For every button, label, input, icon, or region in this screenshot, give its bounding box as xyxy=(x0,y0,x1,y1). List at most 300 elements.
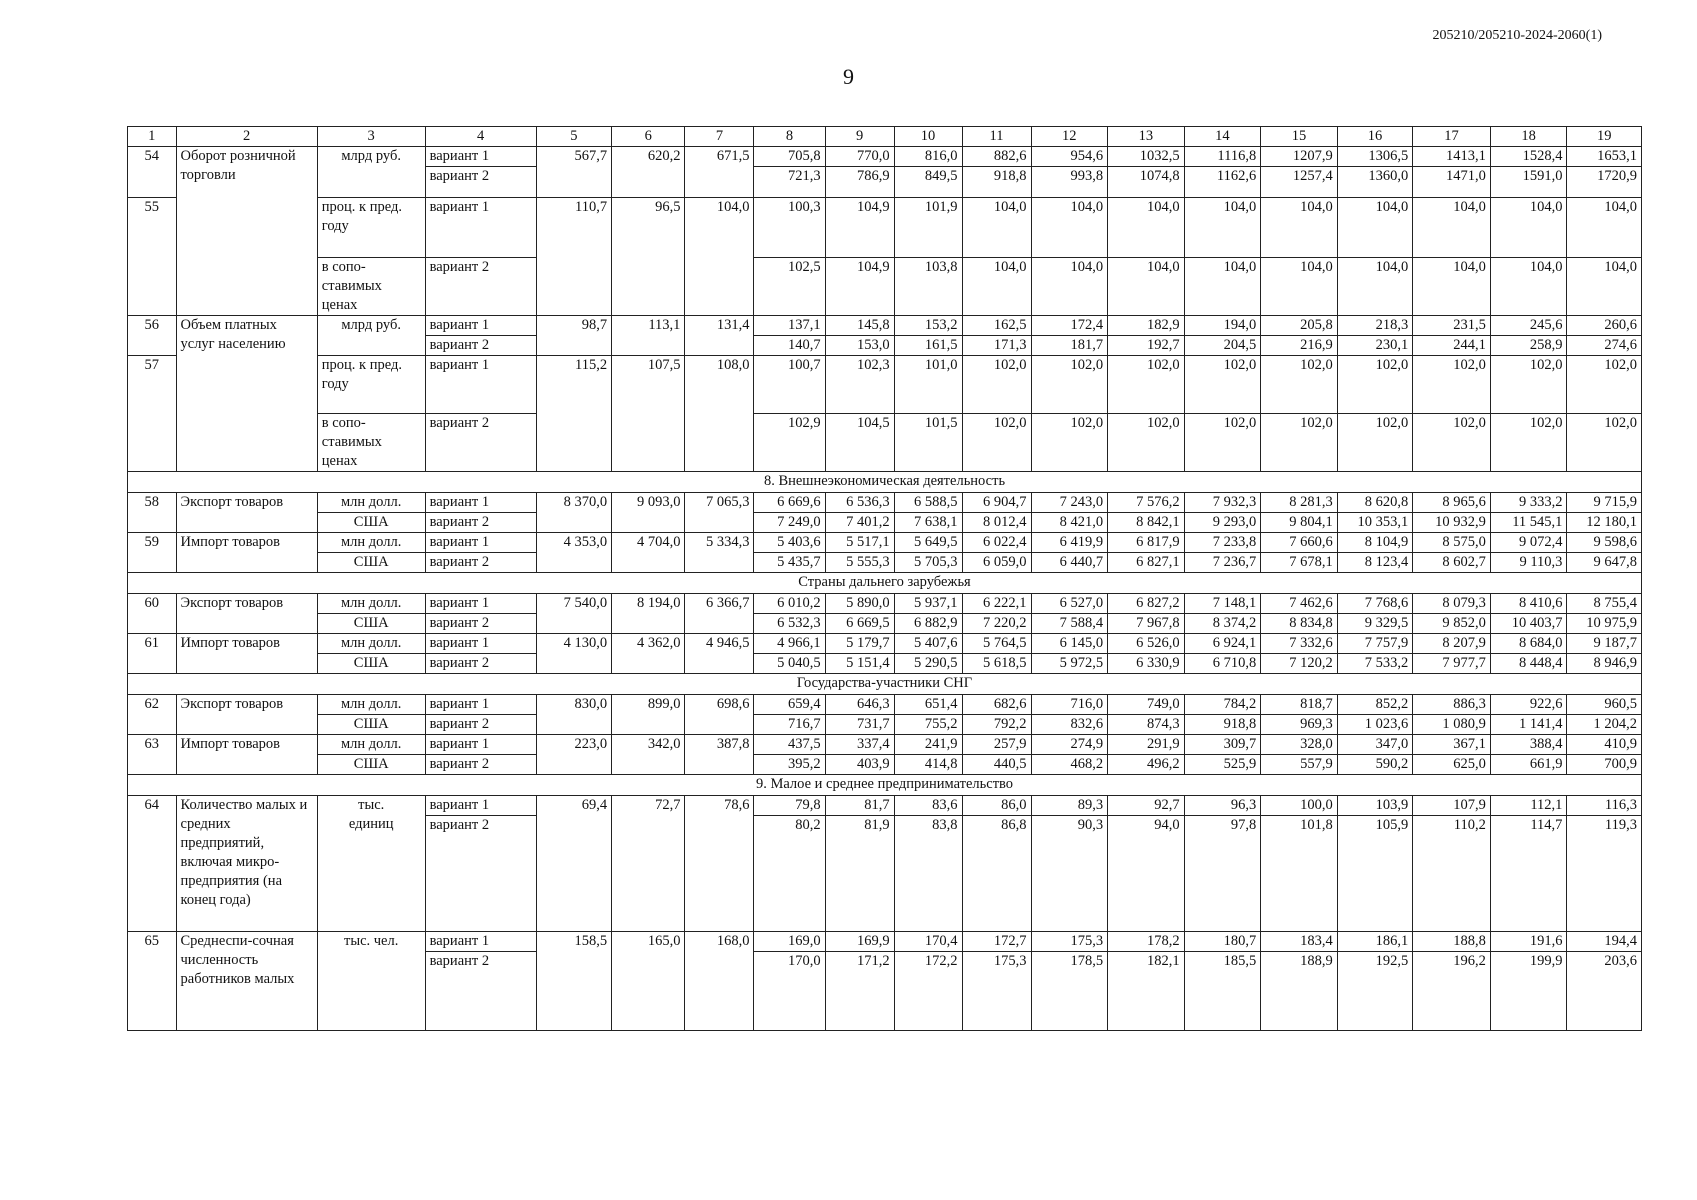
value-cell: 104,0 xyxy=(1337,258,1412,316)
row-number: 64 xyxy=(128,796,177,932)
value-cell: 6 669,6 xyxy=(754,493,825,513)
value-cell: 567,7 xyxy=(536,147,611,198)
table-row xyxy=(128,147,1642,167)
value-cell: 8 620,8 xyxy=(1337,493,1412,513)
value-cell: 131,4 xyxy=(685,316,754,356)
value-cell: 659,4 xyxy=(754,695,825,715)
variant-label: вариант 2 xyxy=(425,258,536,316)
header-cell: 18 xyxy=(1490,127,1567,147)
value-cell: 188,9 xyxy=(1261,952,1338,1031)
value-cell: 9 072,4 xyxy=(1490,533,1567,553)
section-heading: 9. Малое и среднее предпринимательство xyxy=(128,775,1642,796)
value-cell: 86,8 xyxy=(962,816,1031,932)
value-cell: 102,0 xyxy=(1490,356,1567,414)
value-cell: 7 065,3 xyxy=(685,493,754,533)
value-cell: 8 207,9 xyxy=(1413,634,1491,654)
value-cell: 6 527,0 xyxy=(1031,594,1108,614)
row-number: 60 xyxy=(128,594,177,634)
table-row xyxy=(128,735,1642,755)
value-cell: 403,9 xyxy=(825,755,894,775)
value-cell: 651,4 xyxy=(894,695,962,715)
value-cell: 899,0 xyxy=(612,695,685,735)
value-cell: 10 932,9 xyxy=(1413,513,1491,533)
variant-label: вариант 2 xyxy=(425,654,536,674)
value-cell: 9 647,8 xyxy=(1567,553,1642,573)
table-row xyxy=(128,533,1642,553)
value-cell: 96,3 xyxy=(1184,796,1261,816)
value-cell: 5 705,3 xyxy=(894,553,962,573)
value-cell: 6 010,2 xyxy=(754,594,825,614)
value-cell: 6 022,4 xyxy=(962,533,1031,553)
value-cell: 6 419,9 xyxy=(1031,533,1108,553)
value-cell: 6 710,8 xyxy=(1184,654,1261,674)
row-number: 63 xyxy=(128,735,177,775)
forecast-table xyxy=(127,126,1642,1031)
value-cell: 230,1 xyxy=(1337,336,1412,356)
value-cell: 188,8 xyxy=(1413,932,1491,952)
indicator-name: Экспорт товаров xyxy=(176,695,317,735)
value-cell: 1032,5 xyxy=(1108,147,1185,167)
unit-cell: США xyxy=(317,513,425,533)
unit-cell: США xyxy=(317,755,425,775)
value-cell: 104,0 xyxy=(1031,198,1108,258)
value-cell: 182,1 xyxy=(1108,952,1185,1031)
value-cell: 6 222,1 xyxy=(962,594,1031,614)
value-cell: 886,3 xyxy=(1413,695,1491,715)
value-cell: 5 890,0 xyxy=(825,594,894,614)
value-cell: 104,0 xyxy=(1261,258,1338,316)
value-cell: 90,3 xyxy=(1031,816,1108,932)
variant-label: вариант 1 xyxy=(425,594,536,614)
value-cell: 101,5 xyxy=(894,414,962,472)
value-cell: 1 023,6 xyxy=(1337,715,1412,735)
value-cell: 110,2 xyxy=(1413,816,1491,932)
value-cell: 204,5 xyxy=(1184,336,1261,356)
value-cell: 993,8 xyxy=(1031,167,1108,198)
value-cell: 5 555,3 xyxy=(825,553,894,573)
table-row xyxy=(128,594,1642,614)
value-cell: 7 148,1 xyxy=(1184,594,1261,614)
value-cell: 10 403,7 xyxy=(1490,614,1567,634)
header-cell: 10 xyxy=(894,127,962,147)
value-cell: 698,6 xyxy=(685,695,754,735)
header-cell: 19 xyxy=(1567,127,1642,147)
value-cell: 104,5 xyxy=(825,414,894,472)
value-cell: 8 281,3 xyxy=(1261,493,1338,513)
value-cell: 223,0 xyxy=(536,735,611,775)
header-cell: 15 xyxy=(1261,127,1338,147)
value-cell: 6 526,0 xyxy=(1108,634,1185,654)
value-cell: 113,1 xyxy=(612,316,685,356)
header-row xyxy=(128,127,1642,147)
unit-cell: в сопо-ставимых ценах xyxy=(317,414,425,472)
indicator-name-cont xyxy=(176,356,317,472)
value-cell: 101,8 xyxy=(1261,816,1338,932)
variant-label: вариант 1 xyxy=(425,796,536,816)
variant-label: вариант 1 xyxy=(425,533,536,553)
header-cell: 3 xyxy=(317,127,425,147)
unit-label: проц. к пред. году xyxy=(321,357,402,392)
value-cell: 231,5 xyxy=(1413,316,1491,336)
unit-cell: США xyxy=(317,654,425,674)
variant-label: вариант 2 xyxy=(425,816,536,932)
indicator-name-cont xyxy=(176,198,317,316)
value-cell: 830,0 xyxy=(536,695,611,735)
value-cell: 8 834,8 xyxy=(1261,614,1338,634)
value-cell: 5 972,5 xyxy=(1031,654,1108,674)
indicator-name: Оборот розничной торговли xyxy=(176,147,317,198)
row-number: 62 xyxy=(128,695,177,735)
unit-cell: тыс. чел. xyxy=(317,932,425,1031)
value-cell: 1257,4 xyxy=(1261,167,1338,198)
row-number: 57 xyxy=(128,356,177,472)
value-cell: 5 403,6 xyxy=(754,533,825,553)
value-cell: 105,9 xyxy=(1337,816,1412,932)
value-cell: 1653,1 xyxy=(1567,147,1642,167)
value-cell: 107,9 xyxy=(1413,796,1491,816)
value-cell: 7 932,3 xyxy=(1184,493,1261,513)
section-row xyxy=(128,674,1642,695)
value-cell: 5 618,5 xyxy=(962,654,1031,674)
header-cell: 1 xyxy=(128,127,177,147)
value-cell: 186,1 xyxy=(1337,932,1412,952)
value-cell: 7 757,9 xyxy=(1337,634,1412,654)
table-row xyxy=(128,553,1642,573)
value-cell: 98,7 xyxy=(536,316,611,356)
value-cell: 7 977,7 xyxy=(1413,654,1491,674)
value-cell: 671,5 xyxy=(685,147,754,198)
value-cell: 94,0 xyxy=(1108,816,1185,932)
value-cell: 749,0 xyxy=(1108,695,1185,715)
value-cell: 7 967,8 xyxy=(1108,614,1185,634)
value-cell: 257,9 xyxy=(962,735,1031,755)
value-cell: 102,0 xyxy=(1031,414,1108,472)
unit-cell: млн долл. xyxy=(317,594,425,614)
table-row xyxy=(128,695,1642,715)
variant-label: вариант 1 xyxy=(425,695,536,715)
value-cell: 196,2 xyxy=(1413,952,1491,1031)
value-cell: 119,3 xyxy=(1567,816,1642,932)
value-cell: 79,8 xyxy=(754,796,825,816)
value-cell: 918,8 xyxy=(962,167,1031,198)
unit-cell: США xyxy=(317,614,425,634)
value-cell: 1360,0 xyxy=(1337,167,1412,198)
value-cell: 102,0 xyxy=(1337,414,1412,472)
value-cell: 102,9 xyxy=(754,414,825,472)
row-number: 58 xyxy=(128,493,177,533)
value-cell: 104,0 xyxy=(1413,258,1491,316)
table-row xyxy=(128,796,1642,816)
value-cell: 102,0 xyxy=(1490,414,1567,472)
value-cell: 7 768,6 xyxy=(1337,594,1412,614)
value-cell: 83,6 xyxy=(894,796,962,816)
value-cell: 468,2 xyxy=(1031,755,1108,775)
value-cell: 7 249,0 xyxy=(754,513,825,533)
value-cell: 153,0 xyxy=(825,336,894,356)
value-cell: 102,0 xyxy=(1108,356,1185,414)
value-cell: 7 540,0 xyxy=(536,594,611,634)
page-number: 9 xyxy=(843,64,854,89)
unit-cell: млн долл. xyxy=(317,735,425,755)
value-cell: 8 410,6 xyxy=(1490,594,1567,614)
indicator-name: Импорт товаров xyxy=(176,735,317,775)
value-cell: 7 588,4 xyxy=(1031,614,1108,634)
value-cell: 8 448,4 xyxy=(1490,654,1567,674)
value-cell: 260,6 xyxy=(1567,316,1642,336)
variant-label: вариант 1 xyxy=(425,316,536,336)
unit-cell: США xyxy=(317,553,425,573)
header-cell: 7 xyxy=(685,127,754,147)
value-cell: 104,0 xyxy=(962,258,1031,316)
value-cell: 108,0 xyxy=(685,356,754,472)
value-cell: 6 059,0 xyxy=(962,553,1031,573)
value-cell: 309,7 xyxy=(1184,735,1261,755)
value-cell: 1413,1 xyxy=(1413,147,1491,167)
value-cell: 86,0 xyxy=(962,796,1031,816)
row-number: 56 xyxy=(128,316,177,356)
row-number: 65 xyxy=(128,932,177,1031)
table-body xyxy=(128,127,1642,1031)
value-cell: 100,3 xyxy=(754,198,825,258)
table-row xyxy=(128,258,1642,316)
value-cell: 8 575,0 xyxy=(1413,533,1491,553)
value-cell: 395,2 xyxy=(754,755,825,775)
value-cell: 6 827,2 xyxy=(1108,594,1185,614)
value-cell: 922,6 xyxy=(1490,695,1567,715)
section-row xyxy=(128,573,1642,594)
value-cell: 9 804,1 xyxy=(1261,513,1338,533)
value-cell: 1 204,2 xyxy=(1567,715,1642,735)
value-cell: 102,0 xyxy=(962,356,1031,414)
value-cell: 101,0 xyxy=(894,356,962,414)
value-cell: 78,6 xyxy=(685,796,754,932)
value-cell: 874,3 xyxy=(1108,715,1185,735)
value-cell: 414,8 xyxy=(894,755,962,775)
value-cell: 216,9 xyxy=(1261,336,1338,356)
value-cell: 102,0 xyxy=(1108,414,1185,472)
header-cell: 16 xyxy=(1337,127,1412,147)
header-cell: 17 xyxy=(1413,127,1491,147)
table-row xyxy=(128,356,1642,414)
value-cell: 114,7 xyxy=(1490,816,1567,932)
value-cell: 6 366,7 xyxy=(685,594,754,634)
value-cell: 7 220,2 xyxy=(962,614,1031,634)
unit-cell: млрд руб. xyxy=(317,147,425,198)
value-cell: 7 236,7 xyxy=(1184,553,1261,573)
value-cell: 102,0 xyxy=(1337,356,1412,414)
value-cell: 8 684,0 xyxy=(1490,634,1567,654)
value-cell: 5 435,7 xyxy=(754,553,825,573)
value-cell: 7 233,8 xyxy=(1184,533,1261,553)
header-cell: 5 xyxy=(536,127,611,147)
header-cell: 11 xyxy=(962,127,1031,147)
value-cell: 104,0 xyxy=(1108,198,1185,258)
value-cell: 169,9 xyxy=(825,932,894,952)
header-cell: 6 xyxy=(612,127,685,147)
value-cell: 116,3 xyxy=(1567,796,1642,816)
value-cell: 103,9 xyxy=(1337,796,1412,816)
value-cell: 954,6 xyxy=(1031,147,1108,167)
value-cell: 172,7 xyxy=(962,932,1031,952)
indicator-name: Экспорт товаров xyxy=(176,594,317,634)
value-cell: 5 649,5 xyxy=(894,533,962,553)
header-cell: 4 xyxy=(425,127,536,147)
value-cell: 1162,6 xyxy=(1184,167,1261,198)
row-number: 61 xyxy=(128,634,177,674)
value-cell: 7 678,1 xyxy=(1261,553,1338,573)
value-cell: 180,7 xyxy=(1184,932,1261,952)
unit-cell xyxy=(317,796,425,932)
value-cell: 145,8 xyxy=(825,316,894,336)
value-cell: 8 965,6 xyxy=(1413,493,1491,513)
value-cell: 342,0 xyxy=(612,735,685,775)
value-cell: 205,8 xyxy=(1261,316,1338,336)
value-cell: 199,9 xyxy=(1490,952,1567,1031)
indicator-name: Импорт товаров xyxy=(176,533,317,573)
value-cell: 83,8 xyxy=(894,816,962,932)
value-cell: 9 329,5 xyxy=(1337,614,1412,634)
value-cell: 8 194,0 xyxy=(612,594,685,634)
value-cell: 5 179,7 xyxy=(825,634,894,654)
value-cell: 12 180,1 xyxy=(1567,513,1642,533)
value-cell: 100,7 xyxy=(754,356,825,414)
table-row xyxy=(128,414,1642,472)
value-cell: 388,4 xyxy=(1490,735,1567,755)
value-cell: 496,2 xyxy=(1108,755,1185,775)
value-cell: 6 882,9 xyxy=(894,614,962,634)
unit-label: тыс. xyxy=(358,797,385,813)
value-cell: 5 937,1 xyxy=(894,594,962,614)
value-cell: 161,5 xyxy=(894,336,962,356)
value-cell: 104,0 xyxy=(1567,198,1642,258)
unit-cell xyxy=(317,198,425,258)
unit-cell: млрд руб. xyxy=(317,316,425,356)
value-cell: 11 545,1 xyxy=(1490,513,1567,533)
value-cell: 625,0 xyxy=(1413,755,1491,775)
table-row xyxy=(128,715,1642,735)
value-cell: 1591,0 xyxy=(1490,167,1567,198)
section-heading: Государства-участники СНГ xyxy=(128,674,1642,695)
value-cell: 69,4 xyxy=(536,796,611,932)
value-cell: 172,4 xyxy=(1031,316,1108,336)
value-cell: 918,8 xyxy=(1184,715,1261,735)
value-cell: 169,0 xyxy=(754,932,825,952)
unit-cell: в сопо-ставимых ценах xyxy=(317,258,425,316)
value-cell: 104,0 xyxy=(1567,258,1642,316)
value-cell: 244,1 xyxy=(1413,336,1491,356)
value-cell: 5 407,6 xyxy=(894,634,962,654)
value-cell: 7 243,0 xyxy=(1031,493,1108,513)
value-cell: 9 187,7 xyxy=(1567,634,1642,654)
indicator-name: Объем платных услуг населению xyxy=(176,316,317,356)
table-row xyxy=(128,316,1642,336)
unit-label: единиц xyxy=(348,816,394,832)
value-cell: 9 333,2 xyxy=(1490,493,1567,513)
header-cell: 14 xyxy=(1184,127,1261,147)
header-cell: 12 xyxy=(1031,127,1108,147)
value-cell: 182,9 xyxy=(1108,316,1185,336)
section-heading: 8. Внешнеэкономическая деятельность xyxy=(128,472,1642,493)
value-cell: 241,9 xyxy=(894,735,962,755)
value-cell: 9 293,0 xyxy=(1184,513,1261,533)
variant-label: вариант 2 xyxy=(425,614,536,634)
value-cell: 158,5 xyxy=(536,932,611,1031)
value-cell: 110,7 xyxy=(536,198,611,316)
value-cell: 107,5 xyxy=(612,356,685,472)
value-cell: 6 440,7 xyxy=(1031,553,1108,573)
value-cell: 328,0 xyxy=(1261,735,1338,755)
value-cell: 6 532,3 xyxy=(754,614,825,634)
value-cell: 5 151,4 xyxy=(825,654,894,674)
value-cell: 178,2 xyxy=(1108,932,1185,952)
value-cell: 9 598,6 xyxy=(1567,533,1642,553)
value-cell: 4 946,5 xyxy=(685,634,754,674)
value-cell: 4 353,0 xyxy=(536,533,611,573)
value-cell: 770,0 xyxy=(825,147,894,167)
value-cell: 104,0 xyxy=(1261,198,1338,258)
value-cell: 258,9 xyxy=(1490,336,1567,356)
value-cell: 661,9 xyxy=(1490,755,1567,775)
value-cell: 96,5 xyxy=(612,198,685,316)
value-cell: 7 576,2 xyxy=(1108,493,1185,513)
value-cell: 716,0 xyxy=(1031,695,1108,715)
value-cell: 882,6 xyxy=(962,147,1031,167)
value-cell: 181,7 xyxy=(1031,336,1108,356)
value-cell: 4 362,0 xyxy=(612,634,685,674)
value-cell: 10 353,1 xyxy=(1337,513,1412,533)
value-cell: 347,0 xyxy=(1337,735,1412,755)
value-cell: 102,0 xyxy=(1413,414,1491,472)
unit-cell xyxy=(317,356,425,414)
value-cell: 185,5 xyxy=(1184,952,1261,1031)
value-cell: 274,6 xyxy=(1567,336,1642,356)
value-cell: 170,4 xyxy=(894,932,962,952)
variant-label: вариант 1 xyxy=(425,634,536,654)
value-cell: 291,9 xyxy=(1108,735,1185,755)
table-row xyxy=(128,493,1642,513)
value-cell: 969,3 xyxy=(1261,715,1338,735)
value-cell: 437,5 xyxy=(754,735,825,755)
value-cell: 786,9 xyxy=(825,167,894,198)
variant-label: вариант 1 xyxy=(425,198,536,258)
value-cell: 705,8 xyxy=(754,147,825,167)
table-row xyxy=(128,513,1642,533)
value-cell: 5 040,5 xyxy=(754,654,825,674)
value-cell: 440,5 xyxy=(962,755,1031,775)
variant-label: вариант 1 xyxy=(425,356,536,414)
unit-label: проц. к пред. году xyxy=(321,199,402,234)
value-cell: 192,5 xyxy=(1337,952,1412,1031)
unit-cell: США xyxy=(317,715,425,735)
value-cell: 81,7 xyxy=(825,796,894,816)
value-cell: 102,0 xyxy=(1413,356,1491,414)
variant-label: вариант 1 xyxy=(425,932,536,952)
value-cell: 102,5 xyxy=(754,258,825,316)
value-cell: 6 827,1 xyxy=(1108,553,1185,573)
value-cell: 8 421,0 xyxy=(1031,513,1108,533)
value-cell: 682,6 xyxy=(962,695,1031,715)
value-cell: 816,0 xyxy=(894,147,962,167)
value-cell: 7 332,6 xyxy=(1261,634,1338,654)
value-cell: 171,2 xyxy=(825,952,894,1031)
value-cell: 175,3 xyxy=(962,952,1031,1031)
value-cell: 8 012,4 xyxy=(962,513,1031,533)
value-cell: 72,7 xyxy=(612,796,685,932)
value-cell: 6 145,0 xyxy=(1031,634,1108,654)
value-cell: 7 660,6 xyxy=(1261,533,1338,553)
value-cell: 4 704,0 xyxy=(612,533,685,573)
value-cell: 1306,5 xyxy=(1337,147,1412,167)
